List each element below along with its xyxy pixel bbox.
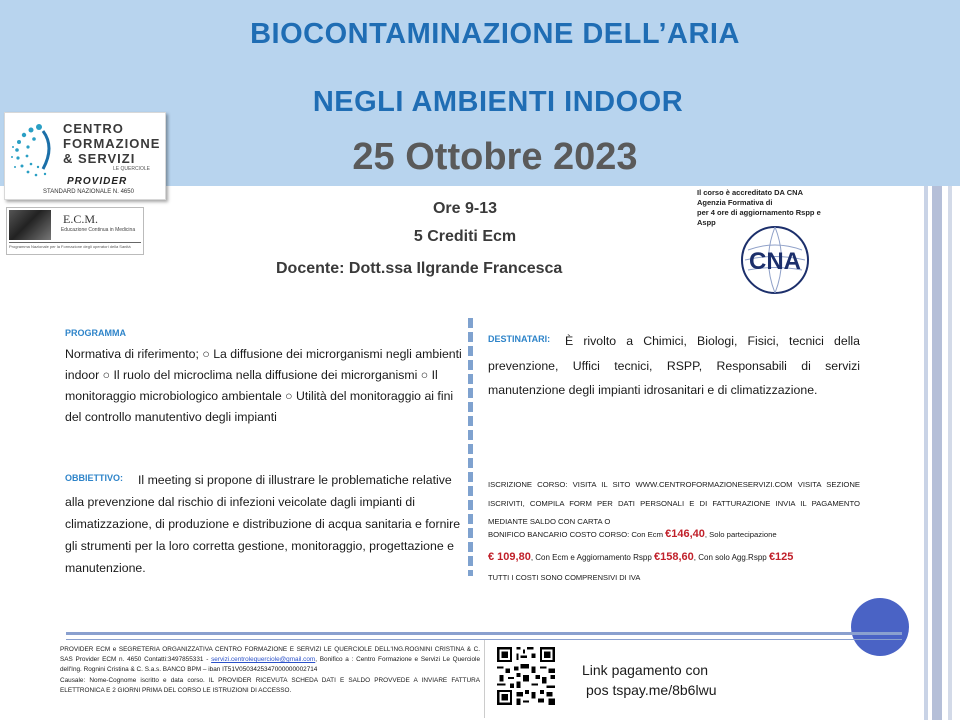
price-line-1: BONIFICO BANCARIO COSTO CORSO: Con Ecm €146,40, Solo partecipazione <box>488 528 777 540</box>
programma-label: PROGRAMMA <box>65 328 126 338</box>
column-divider <box>468 318 473 576</box>
cna-note-line2: Agenzia Formativa di <box>697 198 773 207</box>
footer-provider-info: PROVIDER ECM e SEGRETERIA ORGANIZZATIVA CENTRO FORMAZIONE E SERVIZI LE QUERCIOLE DELL'ING.ROGNINI CRISTINA & C. SAS Provider ECM n. 4650 Contatti:3497855331 - servizi.centrolequerciole@gmail.com, Bonifico a : Centro Formazione e Servizi Le Querciole dell'Ing. Rognini Cristina & C. S.a.s. BANCO BPM – iban IT51V0503425347000000002714 Causale: Nome-Cognome iscritto e data corso. IL PROVIDER RICEVUTA SCHEDA DATI E SALDO PROVVEDE A INVIARE FATTURA ELETTRONICA E 2 GIORNI PRIMA DEL CORSO LE ISTRUZIONI DI ACCESSO. <box>60 646 481 694</box>
decorative-line <box>66 632 902 635</box>
ecm-logo <box>6 207 144 255</box>
destinatari-text: È rivolto a Chimici, Biologi, Fisici, tecnici della prevenzione, Uffici tecnici, RSPP, Responsabili di servizi manutenzione degli impianti idrosanitari e di climatizzazione. <box>488 334 860 397</box>
centro-provider: PROVIDER <box>67 176 128 187</box>
centro-sub: LE QUERCIOLE <box>113 166 150 172</box>
event-teacher: Docente: Dott.ssa Ilgrande Francesca <box>276 260 563 277</box>
cna-accreditation-note <box>697 188 847 228</box>
cna-logo-text: CNA <box>749 248 801 275</box>
email-link[interactable]: servizi.centrolequerciole@gmail.com <box>211 656 316 664</box>
ecm-bar: Programma Nazionale per la Formazione degli operatori della Sanità <box>9 242 141 251</box>
iscrizione-text: ISCRIZIONE CORSO: VISITA IL SITO WWW.CENTROFORMAZIONESERVIZI.COM VISITA SEZIONE ISCRIVITI, COMPILA FORM PER DATI PERSONALI E DI FATTURAZIONE INVIA IL PAGAMENTO MEDIANTE SALDO CON CARTA O <box>488 480 860 526</box>
price-agg: €125 <box>768 551 794 563</box>
event-credits: 5 Crediti Ecm <box>413 228 517 245</box>
price-partecipazione: € 109,80 <box>488 551 531 563</box>
centro-line1: CENTRO <box>63 121 124 136</box>
obbiettivo-text: Il meeting si propone di illustrare le problematiche relative alla prevenzione dal rischio di infezioni veicolate dagli impianti di climatizzazione, di produzione e distribuzione di acqua sanitaria e fornire gli strumenti per la loro corretta gestione, monitoraggio, progettazione e manutenzione. <box>65 473 461 575</box>
cna-note-line1: Il corso è accreditato DA CNA <box>697 188 803 197</box>
price-ecm: €146,40 <box>665 528 705 540</box>
page-title-line2: NEGLI AMBIENTI INDOOR <box>312 86 684 118</box>
payment-link-url[interactable]: pos tspay.me/8b6lwu <box>586 682 717 698</box>
cna-note-line4: Aspp <box>697 218 716 227</box>
page-title-line1: BIOCONTAMINAZIONE DELL’ARIA <box>250 18 740 50</box>
destinatari-label: DESTINATARI: <box>488 334 551 344</box>
centro-line3: & SERVIZI <box>63 151 136 166</box>
footer-divider <box>484 640 485 718</box>
iva-note: TUTTI I COSTI SONO COMPRENSIVI DI IVA <box>488 573 641 582</box>
payment-link-label: Link pagamento con <box>582 662 709 678</box>
cna-logo-icon <box>740 225 810 295</box>
ecm-title: E.C.M. <box>63 212 99 226</box>
centro-line2: FORMAZIONE <box>63 136 161 151</box>
price-ecm-agg: €158,60 <box>654 551 694 563</box>
obbiettivo-label: OBBIETTIVO: <box>65 473 123 483</box>
right-decorative-stripe <box>918 186 960 720</box>
qr-code-icon[interactable] <box>495 642 557 710</box>
decorative-circle <box>851 598 909 656</box>
event-hours: Ore 9-13 <box>432 200 498 217</box>
dots-icon <box>9 117 63 187</box>
centro-formazione-logo <box>4 112 166 200</box>
price-line-2: € 109,80, Con Ecm e Aggiornamento Rspp €158,60, Con solo Agg.Rspp €125 <box>488 551 794 563</box>
cna-note-line3: per 4 ore di aggiornamento Rspp e <box>697 208 821 217</box>
centro-standard: STANDARD NAZIONALE N. 4650 <box>43 189 134 195</box>
programma-text: Normativa di riferimento; ○ La diffusione dei microrganismi negli ambienti indoor ○ Il ruolo del microclima nella diffusione dei microrganismi ○ Il monitoraggio microbiologico ambientale ○ Utilità del monitoraggio ai fini del controllo manutentivo degli impianti <box>65 347 462 424</box>
ecm-photo-icon <box>9 210 51 240</box>
ecm-subtitle: Educazione Continua in Medicina <box>60 227 136 233</box>
event-date: 25 Ottobre 2023 <box>352 136 638 178</box>
